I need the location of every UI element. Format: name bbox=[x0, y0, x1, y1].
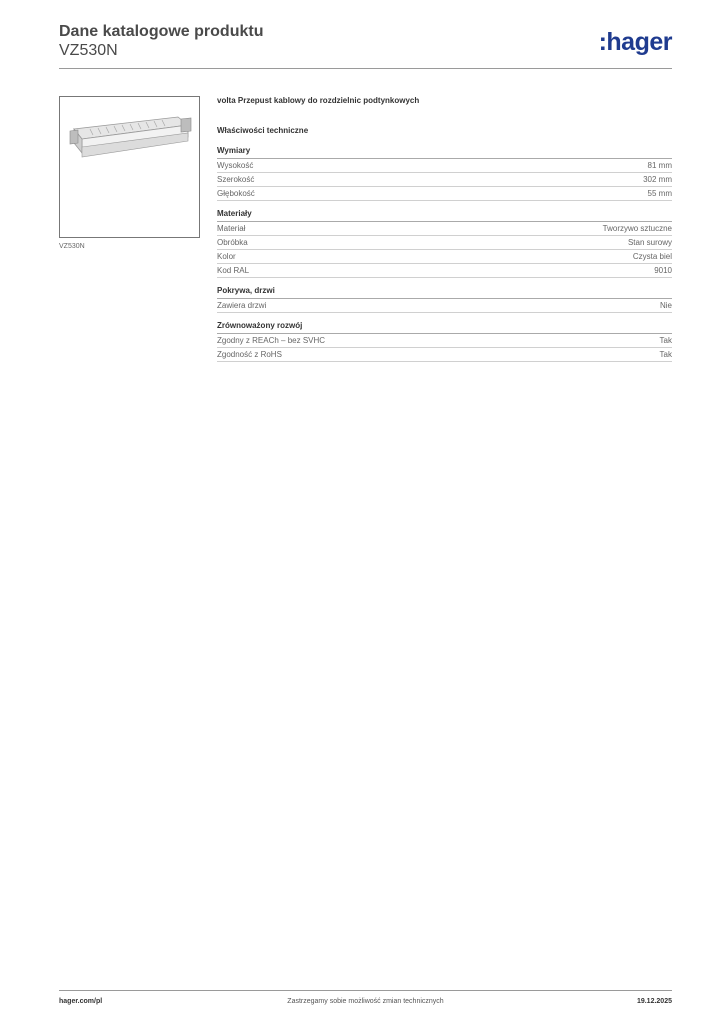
section-title: Materiały bbox=[217, 209, 672, 222]
footer-divider bbox=[59, 990, 672, 991]
spec-value: 81 mm bbox=[647, 161, 672, 170]
product-code: VZ530N bbox=[59, 42, 118, 59]
spec-label: Zawiera drzwi bbox=[217, 301, 267, 310]
section-materials bbox=[217, 209, 672, 278]
spec-label: Głębokość bbox=[217, 189, 255, 198]
image-caption: VZ530N bbox=[59, 243, 85, 250]
spec-value: Tworzywo sztuczne bbox=[602, 224, 672, 233]
spec-label: Obróbka bbox=[217, 238, 248, 247]
spec-row bbox=[217, 299, 672, 313]
spec-label: Materiał bbox=[217, 224, 246, 233]
spec-value: Tak bbox=[659, 350, 672, 359]
spec-label: Kod RAL bbox=[217, 266, 250, 275]
logo-text: hager bbox=[606, 28, 672, 56]
product-specs bbox=[217, 96, 672, 370]
spec-label: Zgodny z REACh – bez SVHC bbox=[217, 336, 326, 345]
cable-gland-illustration bbox=[60, 97, 199, 237]
section-dimensions bbox=[217, 146, 672, 201]
spec-label: Zgodność z RoHS bbox=[217, 350, 282, 359]
spec-row bbox=[217, 250, 672, 264]
page-title: Dane katalogowe produktu bbox=[59, 23, 264, 40]
spec-value: Nie bbox=[659, 301, 672, 310]
spec-label: Szerokość bbox=[217, 175, 255, 184]
spec-row bbox=[217, 159, 672, 173]
section-title: Zrównoważony rozwój bbox=[217, 321, 672, 334]
section-title: Pokrywa, drzwi bbox=[217, 286, 672, 299]
footer-website-link[interactable]: hager.com/pl bbox=[59, 998, 103, 1005]
footer-date: 19.12.2025 bbox=[636, 998, 672, 1005]
spec-value: Tak bbox=[659, 336, 672, 345]
spec-row bbox=[217, 236, 672, 250]
footer-notice: Zastrzegamy sobie możliwość zmian technicznych bbox=[287, 998, 444, 1005]
spec-row bbox=[217, 264, 672, 278]
product-description: volta Przepust kablowy do rozdzielnic podtynkowych bbox=[217, 96, 420, 105]
section-sustainability bbox=[217, 321, 672, 362]
spec-row bbox=[217, 173, 672, 187]
section-title: Wymiary bbox=[217, 146, 672, 159]
spec-value: 55 mm bbox=[647, 189, 672, 198]
header-divider bbox=[59, 68, 672, 69]
section-cover-door bbox=[217, 286, 672, 313]
spec-value: 9010 bbox=[654, 266, 672, 275]
properties-heading: Właściwości techniczne bbox=[217, 126, 309, 135]
spec-row bbox=[217, 187, 672, 201]
spec-value: Czysta biel bbox=[632, 252, 672, 261]
spec-row bbox=[217, 222, 672, 236]
hager-logo: :hager bbox=[598, 28, 672, 56]
spec-value: 302 mm bbox=[643, 175, 672, 184]
spec-label: Wysokość bbox=[217, 161, 254, 170]
spec-label: Kolor bbox=[217, 252, 236, 261]
spec-value: Stan surowy bbox=[627, 238, 672, 247]
spec-row bbox=[217, 348, 672, 362]
product-image bbox=[59, 96, 200, 238]
header bbox=[59, 22, 263, 60]
spec-row bbox=[217, 334, 672, 348]
